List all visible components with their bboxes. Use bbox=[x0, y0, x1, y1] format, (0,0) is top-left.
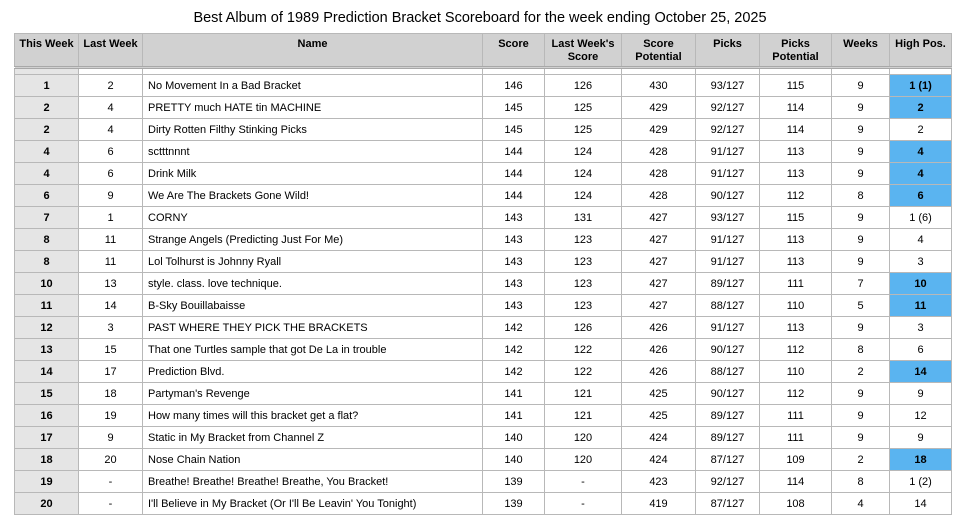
cell-score: 142 bbox=[483, 317, 545, 339]
cell-high-pos: 2 bbox=[890, 119, 952, 141]
cell-weeks: 9 bbox=[832, 317, 890, 339]
cell-score: 143 bbox=[483, 229, 545, 251]
cell-name: We Are The Brackets Gone Wild! bbox=[143, 185, 483, 207]
cell-score-potential: 430 bbox=[622, 75, 696, 97]
cell-picks-potential: 115 bbox=[760, 75, 832, 97]
cell-weeks: 5 bbox=[832, 295, 890, 317]
cell-score: 142 bbox=[483, 339, 545, 361]
cell-picks-potential: 110 bbox=[760, 295, 832, 317]
header-this-week: This Week bbox=[15, 34, 79, 68]
header-row bbox=[15, 34, 952, 68]
cell-last-week-score: 122 bbox=[545, 339, 622, 361]
cell-this-week: 2 bbox=[15, 97, 79, 119]
cell-high-pos: 1 (1) bbox=[890, 75, 952, 97]
header-picks-potential: Picks Potential bbox=[760, 34, 832, 68]
cell-score-potential: 426 bbox=[622, 339, 696, 361]
header-weeks: Weeks bbox=[832, 34, 890, 68]
cell-score: 141 bbox=[483, 405, 545, 427]
cell-score: 145 bbox=[483, 97, 545, 119]
cell-score: 143 bbox=[483, 273, 545, 295]
cell-weeks: 9 bbox=[832, 119, 890, 141]
cell-last-week-score: 123 bbox=[545, 295, 622, 317]
header-last-week: Last Week bbox=[79, 34, 143, 68]
cell-weeks: 9 bbox=[832, 163, 890, 185]
cell-picks-potential: 113 bbox=[760, 163, 832, 185]
cell-picks: 91/127 bbox=[696, 317, 760, 339]
cell-name: Strange Angels (Predicting Just For Me) bbox=[143, 229, 483, 251]
table-row bbox=[15, 185, 952, 207]
cell-last-week-score: 124 bbox=[545, 163, 622, 185]
cell-picks: 91/127 bbox=[696, 141, 760, 163]
cell-score-potential: 427 bbox=[622, 229, 696, 251]
cell-last-week-score: 121 bbox=[545, 383, 622, 405]
cell-last-week: 17 bbox=[79, 361, 143, 383]
cell-score: 141 bbox=[483, 383, 545, 405]
cell-picks-potential: 114 bbox=[760, 471, 832, 493]
table-row bbox=[15, 383, 952, 405]
cell-picks: 90/127 bbox=[696, 383, 760, 405]
cell-last-week-score: 121 bbox=[545, 405, 622, 427]
table-row bbox=[15, 339, 952, 361]
cell-score-potential: 424 bbox=[622, 427, 696, 449]
cell-score: 144 bbox=[483, 185, 545, 207]
cell-weeks: 9 bbox=[832, 251, 890, 273]
cell-name: No Movement In a Bad Bracket bbox=[143, 75, 483, 97]
cell-weeks: 2 bbox=[832, 361, 890, 383]
table-row bbox=[15, 427, 952, 449]
cell-this-week: 14 bbox=[15, 361, 79, 383]
table-row bbox=[15, 361, 952, 383]
cell-last-week: 14 bbox=[79, 295, 143, 317]
cell-name: How many times will this bracket get a flat? bbox=[143, 405, 483, 427]
cell-picks-potential: 110 bbox=[760, 361, 832, 383]
cell-score: 143 bbox=[483, 251, 545, 273]
cell-last-week: 9 bbox=[79, 427, 143, 449]
cell-name: Dirty Rotten Filthy Stinking Picks bbox=[143, 119, 483, 141]
cell-name: Static in My Bracket from Channel Z bbox=[143, 427, 483, 449]
cell-high-pos: 1 (6) bbox=[890, 207, 952, 229]
cell-this-week: 13 bbox=[15, 339, 79, 361]
table-row bbox=[15, 97, 952, 119]
cell-weeks: 8 bbox=[832, 471, 890, 493]
cell-last-week-score: 126 bbox=[545, 317, 622, 339]
cell-high-pos: 1 (2) bbox=[890, 471, 952, 493]
cell-picks: 87/127 bbox=[696, 449, 760, 471]
cell-this-week: 8 bbox=[15, 229, 79, 251]
cell-weeks: 9 bbox=[832, 405, 890, 427]
cell-last-week: 15 bbox=[79, 339, 143, 361]
cell-weeks: 8 bbox=[832, 339, 890, 361]
table-row bbox=[15, 251, 952, 273]
cell-score-potential: 425 bbox=[622, 383, 696, 405]
cell-picks-potential: 112 bbox=[760, 339, 832, 361]
cell-this-week: 11 bbox=[15, 295, 79, 317]
cell-weeks: 9 bbox=[832, 97, 890, 119]
cell-last-week-score: 123 bbox=[545, 251, 622, 273]
cell-last-week-score: 131 bbox=[545, 207, 622, 229]
cell-picks-potential: 112 bbox=[760, 185, 832, 207]
cell-this-week: 18 bbox=[15, 449, 79, 471]
header-score-potential: Score Potential bbox=[622, 34, 696, 68]
cell-picks: 91/127 bbox=[696, 163, 760, 185]
cell-last-week-score: 124 bbox=[545, 141, 622, 163]
header-divider bbox=[15, 68, 952, 75]
cell-high-pos: 9 bbox=[890, 427, 952, 449]
cell-score-potential: 426 bbox=[622, 317, 696, 339]
cell-picks: 90/127 bbox=[696, 339, 760, 361]
table-row bbox=[15, 273, 952, 295]
cell-this-week: 4 bbox=[15, 163, 79, 185]
cell-high-pos: 3 bbox=[890, 317, 952, 339]
table-row bbox=[15, 449, 952, 471]
cell-last-week: 18 bbox=[79, 383, 143, 405]
cell-score-potential: 429 bbox=[622, 97, 696, 119]
cell-picks-potential: 113 bbox=[760, 317, 832, 339]
cell-picks: 92/127 bbox=[696, 471, 760, 493]
cell-high-pos: 10 bbox=[890, 273, 952, 295]
cell-last-week: - bbox=[79, 493, 143, 515]
cell-picks-potential: 114 bbox=[760, 97, 832, 119]
cell-last-week-score: 124 bbox=[545, 185, 622, 207]
table-row bbox=[15, 229, 952, 251]
cell-last-week: 2 bbox=[79, 75, 143, 97]
table-row bbox=[15, 119, 952, 141]
cell-name: Breathe! Breathe! Breathe! Breathe, You Bracket! bbox=[143, 471, 483, 493]
cell-picks: 89/127 bbox=[696, 405, 760, 427]
cell-picks-potential: 108 bbox=[760, 493, 832, 515]
cell-last-week-score: 122 bbox=[545, 361, 622, 383]
cell-weeks: 9 bbox=[832, 75, 890, 97]
cell-picks-potential: 111 bbox=[760, 405, 832, 427]
cell-picks: 91/127 bbox=[696, 251, 760, 273]
cell-last-week: 3 bbox=[79, 317, 143, 339]
cell-high-pos: 18 bbox=[890, 449, 952, 471]
header-picks: Picks bbox=[696, 34, 760, 68]
cell-high-pos: 2 bbox=[890, 97, 952, 119]
cell-last-week: 4 bbox=[79, 97, 143, 119]
cell-this-week: 6 bbox=[15, 185, 79, 207]
cell-this-week: 19 bbox=[15, 471, 79, 493]
cell-score: 143 bbox=[483, 295, 545, 317]
cell-picks-potential: 109 bbox=[760, 449, 832, 471]
cell-score-potential: 425 bbox=[622, 405, 696, 427]
cell-high-pos: 4 bbox=[890, 163, 952, 185]
cell-picks-potential: 114 bbox=[760, 119, 832, 141]
cell-name: PRETTY much HATE tin MACHINE bbox=[143, 97, 483, 119]
cell-score: 146 bbox=[483, 75, 545, 97]
cell-this-week: 16 bbox=[15, 405, 79, 427]
cell-score-potential: 426 bbox=[622, 361, 696, 383]
cell-last-week-score: 125 bbox=[545, 119, 622, 141]
cell-score-potential: 429 bbox=[622, 119, 696, 141]
cell-score: 145 bbox=[483, 119, 545, 141]
cell-this-week: 15 bbox=[15, 383, 79, 405]
cell-this-week: 17 bbox=[15, 427, 79, 449]
cell-high-pos: 4 bbox=[890, 229, 952, 251]
cell-score: 144 bbox=[483, 141, 545, 163]
cell-last-week-score: - bbox=[545, 493, 622, 515]
cell-high-pos: 12 bbox=[890, 405, 952, 427]
cell-picks: 92/127 bbox=[696, 97, 760, 119]
cell-score-potential: 428 bbox=[622, 141, 696, 163]
cell-name: Prediction Blvd. bbox=[143, 361, 483, 383]
header-last-week-score: Last Week's Score bbox=[545, 34, 622, 68]
cell-name: Drink Milk bbox=[143, 163, 483, 185]
cell-name: PAST WHERE THEY PICK THE BRACKETS bbox=[143, 317, 483, 339]
scoreboard-body bbox=[15, 75, 952, 515]
cell-picks: 89/127 bbox=[696, 427, 760, 449]
cell-picks: 91/127 bbox=[696, 229, 760, 251]
cell-high-pos: 6 bbox=[890, 339, 952, 361]
cell-this-week: 4 bbox=[15, 141, 79, 163]
cell-high-pos: 6 bbox=[890, 185, 952, 207]
cell-high-pos: 11 bbox=[890, 295, 952, 317]
cell-picks: 89/127 bbox=[696, 273, 760, 295]
header-name: Name bbox=[143, 34, 483, 68]
cell-last-week-score: - bbox=[545, 471, 622, 493]
cell-high-pos: 3 bbox=[890, 251, 952, 273]
cell-weeks: 9 bbox=[832, 427, 890, 449]
cell-picks-potential: 112 bbox=[760, 383, 832, 405]
cell-last-week: - bbox=[79, 471, 143, 493]
cell-name: Nose Chain Nation bbox=[143, 449, 483, 471]
cell-high-pos: 9 bbox=[890, 383, 952, 405]
cell-this-week: 20 bbox=[15, 493, 79, 515]
cell-name: B-Sky Bouillabaisse bbox=[143, 295, 483, 317]
cell-high-pos: 4 bbox=[890, 141, 952, 163]
cell-last-week: 1 bbox=[79, 207, 143, 229]
cell-last-week: 6 bbox=[79, 163, 143, 185]
cell-picks-potential: 113 bbox=[760, 141, 832, 163]
cell-score-potential: 419 bbox=[622, 493, 696, 515]
cell-score-potential: 424 bbox=[622, 449, 696, 471]
cell-name: sctttnnnt bbox=[143, 141, 483, 163]
cell-last-week: 11 bbox=[79, 229, 143, 251]
cell-last-week: 13 bbox=[79, 273, 143, 295]
cell-last-week-score: 120 bbox=[545, 449, 622, 471]
cell-picks-potential: 111 bbox=[760, 427, 832, 449]
table-row bbox=[15, 163, 952, 185]
cell-score-potential: 427 bbox=[622, 273, 696, 295]
cell-last-week-score: 123 bbox=[545, 273, 622, 295]
cell-score: 140 bbox=[483, 449, 545, 471]
table-row bbox=[15, 493, 952, 515]
header-score: Score bbox=[483, 34, 545, 68]
table-row bbox=[15, 75, 952, 97]
cell-this-week: 1 bbox=[15, 75, 79, 97]
cell-picks: 92/127 bbox=[696, 119, 760, 141]
cell-last-week: 20 bbox=[79, 449, 143, 471]
cell-weeks: 8 bbox=[832, 185, 890, 207]
cell-last-week-score: 125 bbox=[545, 97, 622, 119]
cell-last-week-score: 123 bbox=[545, 229, 622, 251]
cell-score-potential: 427 bbox=[622, 251, 696, 273]
table-row bbox=[15, 141, 952, 163]
cell-picks-potential: 115 bbox=[760, 207, 832, 229]
cell-last-week-score: 126 bbox=[545, 75, 622, 97]
cell-last-week: 4 bbox=[79, 119, 143, 141]
table-row bbox=[15, 207, 952, 229]
cell-picks: 93/127 bbox=[696, 207, 760, 229]
cell-weeks: 2 bbox=[832, 449, 890, 471]
cell-name: CORNY bbox=[143, 207, 483, 229]
table-row bbox=[15, 317, 952, 339]
cell-weeks: 9 bbox=[832, 229, 890, 251]
cell-last-week-score: 120 bbox=[545, 427, 622, 449]
cell-this-week: 8 bbox=[15, 251, 79, 273]
cell-this-week: 7 bbox=[15, 207, 79, 229]
cell-picks-potential: 111 bbox=[760, 273, 832, 295]
cell-picks: 93/127 bbox=[696, 75, 760, 97]
cell-picks-potential: 113 bbox=[760, 251, 832, 273]
cell-score: 143 bbox=[483, 207, 545, 229]
cell-score: 139 bbox=[483, 493, 545, 515]
cell-this-week: 2 bbox=[15, 119, 79, 141]
cell-weeks: 7 bbox=[832, 273, 890, 295]
cell-score-potential: 423 bbox=[622, 471, 696, 493]
cell-last-week: 19 bbox=[79, 405, 143, 427]
header-high-pos: High Pos. bbox=[890, 34, 952, 68]
cell-weeks: 9 bbox=[832, 207, 890, 229]
cell-weeks: 9 bbox=[832, 141, 890, 163]
table-row bbox=[15, 295, 952, 317]
cell-score: 142 bbox=[483, 361, 545, 383]
cell-picks: 88/127 bbox=[696, 295, 760, 317]
table-row bbox=[15, 405, 952, 427]
cell-name: Lol Tolhurst is Johnny Ryall bbox=[143, 251, 483, 273]
cell-picks: 88/127 bbox=[696, 361, 760, 383]
page-title: Best Album of 1989 Prediction Bracket Scoreboard for the week ending October 25, 2025 bbox=[193, 10, 767, 26]
cell-name: Partyman's Revenge bbox=[143, 383, 483, 405]
cell-weeks: 4 bbox=[832, 493, 890, 515]
cell-score-potential: 428 bbox=[622, 163, 696, 185]
cell-score: 144 bbox=[483, 163, 545, 185]
cell-this-week: 10 bbox=[15, 273, 79, 295]
cell-last-week: 9 bbox=[79, 185, 143, 207]
cell-name: That one Turtles sample that got De La in trouble bbox=[143, 339, 483, 361]
cell-score: 140 bbox=[483, 427, 545, 449]
cell-score-potential: 427 bbox=[622, 207, 696, 229]
table-row bbox=[15, 471, 952, 493]
cell-score-potential: 427 bbox=[622, 295, 696, 317]
cell-high-pos: 14 bbox=[890, 493, 952, 515]
cell-high-pos: 14 bbox=[890, 361, 952, 383]
cell-score-potential: 428 bbox=[622, 185, 696, 207]
scoreboard-table bbox=[14, 33, 952, 515]
cell-last-week: 11 bbox=[79, 251, 143, 273]
cell-name: style. class. love technique. bbox=[143, 273, 483, 295]
cell-score: 139 bbox=[483, 471, 545, 493]
cell-picks: 87/127 bbox=[696, 493, 760, 515]
cell-name: I'll Believe in My Bracket (Or I'll Be Leavin' You Tonight) bbox=[143, 493, 483, 515]
cell-weeks: 9 bbox=[832, 383, 890, 405]
cell-this-week: 12 bbox=[15, 317, 79, 339]
cell-last-week: 6 bbox=[79, 141, 143, 163]
cell-picks-potential: 113 bbox=[760, 229, 832, 251]
cell-picks: 90/127 bbox=[696, 185, 760, 207]
